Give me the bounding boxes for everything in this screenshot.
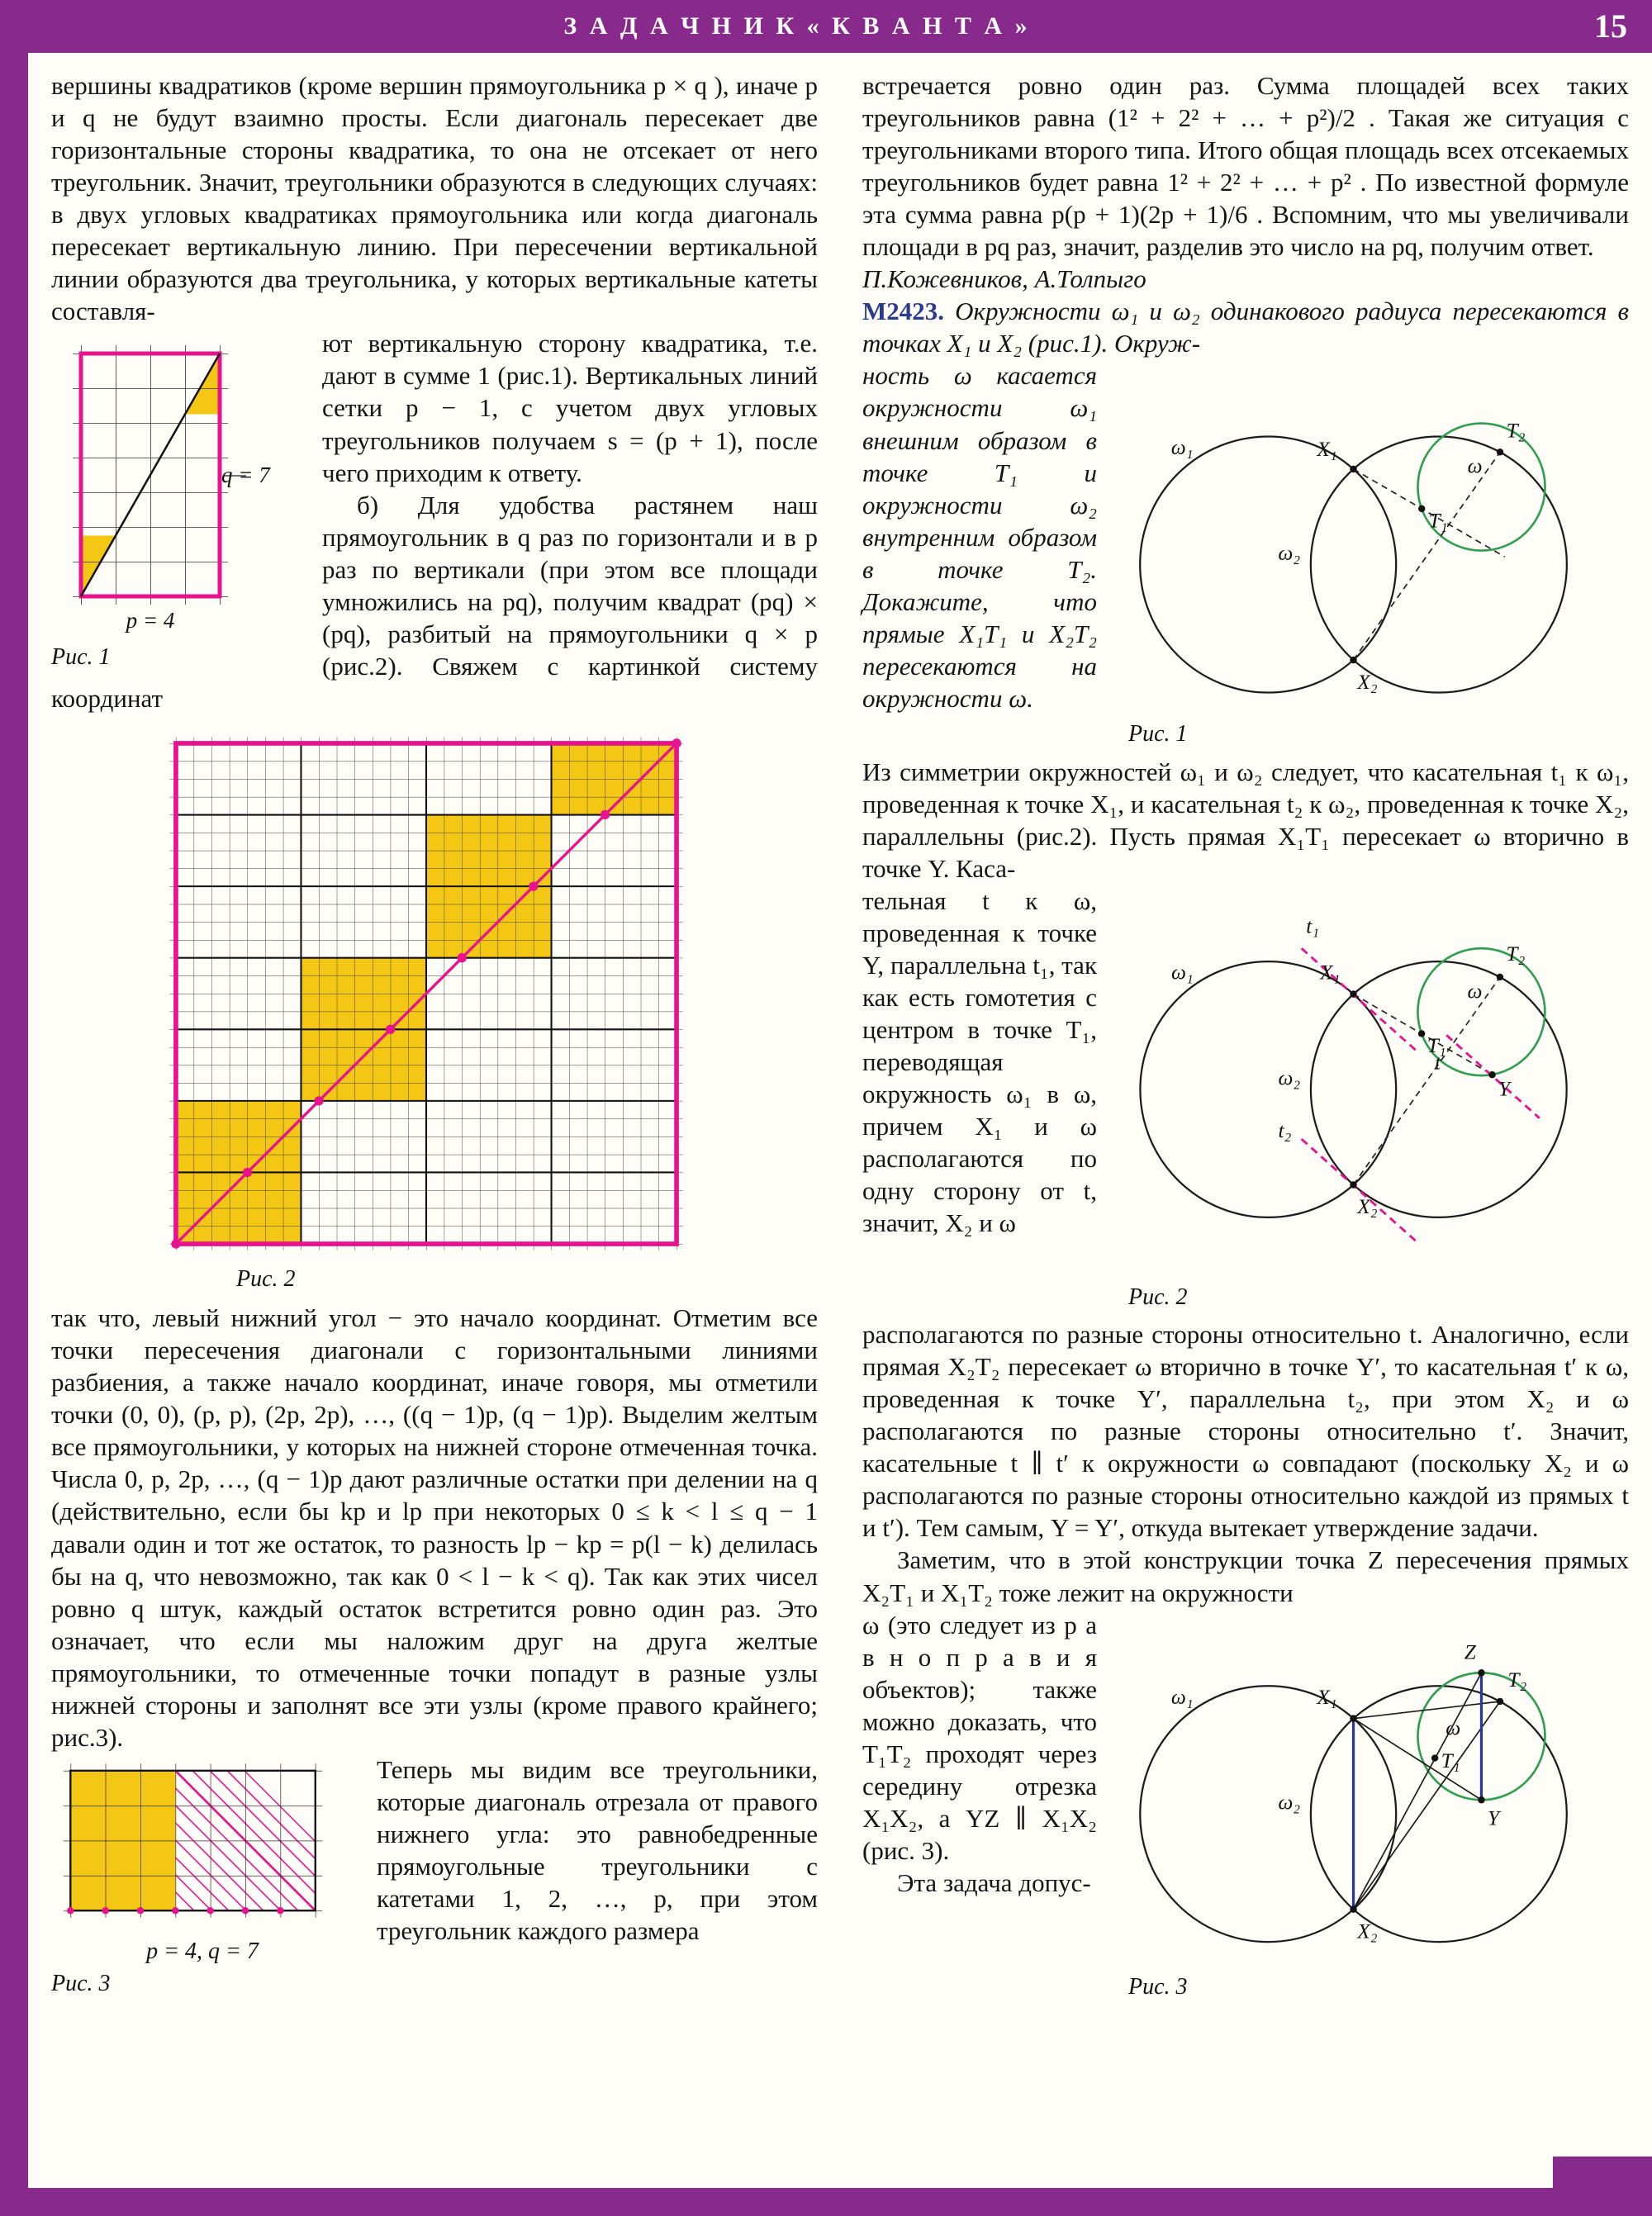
page-content [51,69,1629,2180]
t-line-label: t [1435,1051,1441,1075]
rfig1-wrap-block [862,359,1629,755]
figure-caption: Рис. 3 [1128,1973,1188,2000]
paragraph: б) Для удобства растянем наш прямоугольник в q раз по горизонтали и в p раз по вертикали (при этом все площади умножились на pq), получим квадрат (pq) × (pq), разбитый на прямоугольники q × p (рис.2). Свяжем с картинкой систему координат [51,490,818,713]
omega-label: ω [1467,455,1483,479]
paragraph: располагаются по разные стороны относительно t. Аналогично, если прямая X₂T₂ пересекает ω вторично в точке Y′, то касательная t′ к ω, проведенная к точке Y′, параллельна t₂, при этом X₂ и ω располагаются по разные стороны относительно t′. Значит, касательные t ∥ t′ к окружности ω совпадают (поскольку X₂ и ω располагаются по разные стороны относительно каждой из прямых t и t′). Тем самым, Y = Y′, откуда вытекает утверждение задачи. [862,1320,1629,1543]
fig1-wrap-block [51,327,818,714]
dashed-chords [1354,977,1500,1185]
t2-label: T₂ [1507,1668,1527,1692]
left-accent-stripe [0,0,28,2216]
q-label: q = 7 [221,463,270,488]
x2-label: X₂ [1357,1195,1378,1219]
paragraph: вершины квадратиков (кроме вершин прямоугольника p × q ), иначе p и q не будут взаимно просты. Если диагональ пересекает две горизонтальные стороны квадратика, то она не отсекает от него треугольник. Значит, треугольники образуются в следующих случаях: в двух угловых квадратиках прямоугольника или когда диагональ пересекает вертикальную линию. При пересечении вертикальной линии образуются два треугольника, у которых вертикальные катеты составля- [51,71,818,326]
t2-line-label: t₂ [1278,1119,1292,1143]
figure-circles-3 [1117,1612,1629,2001]
paragraph: ω (это следует из р а в н о п р а в и я объектов); также можно доказать, что T₁T₂ проходят через середину отрезка X₁X₂, а YZ ∥ X₁X₂ (рис. 3). [862,1610,1097,1865]
z-label: Z [1464,1639,1476,1663]
right-column [862,69,1629,2180]
omega2-label: ω₂ [1278,542,1301,566]
page-header [0,0,1652,53]
fig2-grid-svg [162,726,691,1261]
paragraph: Теперь мы видим все треугольники, которые диагональ отрезала от правого нижнего угла: это равнобедренные прямоугольные треугольники с катетами 1, 2, …, p, при этом треугольник каждого размера [377,1754,818,1946]
section-title: З А Д А Ч Н И К « К В А Н Т А » [563,12,1031,40]
dashed-chords [1354,453,1505,661]
omega1-label: ω₁ [1170,1685,1194,1709]
t1-line-label: t₁ [1306,914,1320,938]
paragraph: встречается ровно один раз. Сумма площадей всех таких треугольников равна (1² + 2² + … + p²)/2 . Такая же ситуация с треугольниками второго типа. Итого общая площадь всех отсекаемых треугольников будет равна 1² + 2² + … + p² . По известной формуле эта сумма равна p(p + 1)(2p + 1)/6 . Вспомним, что мы увеличивали площади в pq раз, значит, разделив это число на pq, получим ответ. [862,71,1629,262]
figure-caption: Рис. 2 [1128,1284,1188,1310]
t1-label: T₁ [1428,509,1448,533]
omega1-label: ω₁ [1170,961,1194,985]
problem-text-a: Окружности ω₁ и ω₂ одинакового радиуса пересекаются в точках X₁ и X₂ (рис.1). Окруж- [862,297,1629,358]
x1-label: X₁ [1317,1685,1337,1709]
figure-caption: Рис. 2 [236,1265,296,1292]
rfig3-svg [1117,1612,1629,1969]
rfig1-svg [1117,363,1629,716]
problem-number: М2423. [862,297,945,326]
problem-statement-start [862,295,1629,359]
fig3-grid-svg [51,1758,349,1937]
circles [1140,424,1567,693]
t1-label: T₁ [1427,1033,1446,1057]
authors-line: П.Кожевников, А.Толпыго [862,264,1146,294]
figure-overlay-rect [51,1758,354,1999]
p-label: p = 4 [126,608,175,633]
x1-label: X₁ [1320,961,1341,985]
x2-label: X₂ [1357,671,1378,695]
problem-text-b: ность ω касается окружности ω₁ внешним образом в точке T₁ и окружности ω₂ внутренним образом в точке T₂. Докажите, что прямые X₁T₁ и X₂T₂ пересекаются на окружности ω. [862,361,1097,713]
overlay-grid [64,1763,322,1917]
small-grid [73,345,246,605]
figure-caption: Рис. 3 [51,1971,111,1997]
paragraph: Из симметрии окружностей ω₁ и ω₂ следует, что касательная t₁ к ω₁, проведенная к точке X₁, и касательная t₂ к ω₂, проведенная к точке X₂, параллельны (рис.2). Пусть прямая X₁T₁ пересекает ω вторично в точке Y. Каса- [862,757,1629,883]
page-number: 15 [1594,7,1627,45]
circle-omega2 [1311,437,1567,693]
omega1-label: ω₁ [1170,436,1194,460]
fig1-grid-svg [51,332,299,639]
fig3-wrap-block [51,1753,818,2005]
circle-omega2 [1311,1686,1567,1942]
circle-omega1 [1140,961,1396,1217]
figure-big-grid [162,726,707,1293]
x1-label: X₁ [1317,438,1337,462]
circle-omega1 [1140,437,1396,693]
rfig2-svg [1117,888,1629,1279]
y-label: Y [1498,1077,1511,1101]
figure-circles-2 [1117,888,1629,1312]
bottom-right-accent-block [1553,2157,1652,2216]
left-column [51,69,818,2180]
paragraph: Эта задача допус- [897,1867,1091,1897]
omega-label: ω [1446,1715,1461,1739]
circle-omega2 [1311,961,1567,1217]
paragraph: Заметим, что в этой конструкции точка Z пересечения прямых X₂T₁ и X₁T₂ тоже лежит на окружности [862,1545,1629,1607]
t2-label: T₂ [1506,942,1526,966]
x2-label: X₂ [1357,1919,1378,1943]
rfig2-wrap-block [862,885,1629,1318]
rfig3-wrap-block [862,1609,1629,2008]
paragraph: тельная t к ω, проведенная к точке Y, параллельна t₁, так как есть гомотетия с центром в точке T₁, переводящая окружность ω₁ в ω, причем X₁ и ω располагаются по одну сторону от t, значит, X₂ и ω [862,885,1097,1238]
figure-caption: Рис. 1 [1128,721,1188,747]
figure-circles-1 [1117,363,1629,748]
y-label: Y [1487,1806,1500,1829]
omega2-label: ω₂ [1278,1066,1301,1090]
paragraph: ют вертикальную сторону квадратика, т.е. дают в сумме 1 (рис.1). Вертикальных линий сетки p − 1, с учетом двух угловых треугольников получаем s = (p + 1), после чего приходим к ответу. [322,329,818,487]
big-grid [169,737,682,1250]
figure-grid-p4q7 [51,332,299,671]
omega-label: ω [1467,980,1483,1004]
figure-label: p = 4, q = 7 [146,1938,259,1964]
paragraph: так что, левый нижний угол − это начало координат. Отметим все точки пересечения диагонали с горизонтальными линиями разбиения, а также начало координат, иначе говоря, мы отметили точки (0, 0), (p, p), (2p, 2p), …, ((q − 1)p, (q − 1)p). Выделим желтым все прямоугольники, у которых на нижней стороне отмеченная точка. Числа 0, p, 2p, …, (q − 1)p дают различные остатки при делении на q (действительно, если бы kp и lp при некоторых 0 ≤ k < l ≤ q − 1 давали один и тот же остаток, то разность lp − kp = p(l − k) делилась бы на q, что невозможно, так как 0 < l − k < q). Так как этих чисел ровно q штук, каждый остаток встретится ровно один раз. Это означает, что если мы наложим друг на друга желтые прямоугольники, то отмеченные точки попадут в разные узлы нижней стороны и заполнят все эти узлы (кроме правого крайнего; рис.3). [51,1303,818,1752]
t1-label: T₁ [1441,1749,1460,1772]
t2-label: T₂ [1506,419,1526,443]
construction-lines [1354,1673,1500,1909]
figure-caption: Рис. 1 [51,644,111,671]
bottom-accent-bar [0,2188,1652,2216]
omega2-label: ω₂ [1278,1791,1301,1815]
grid-lines [64,1763,322,1917]
